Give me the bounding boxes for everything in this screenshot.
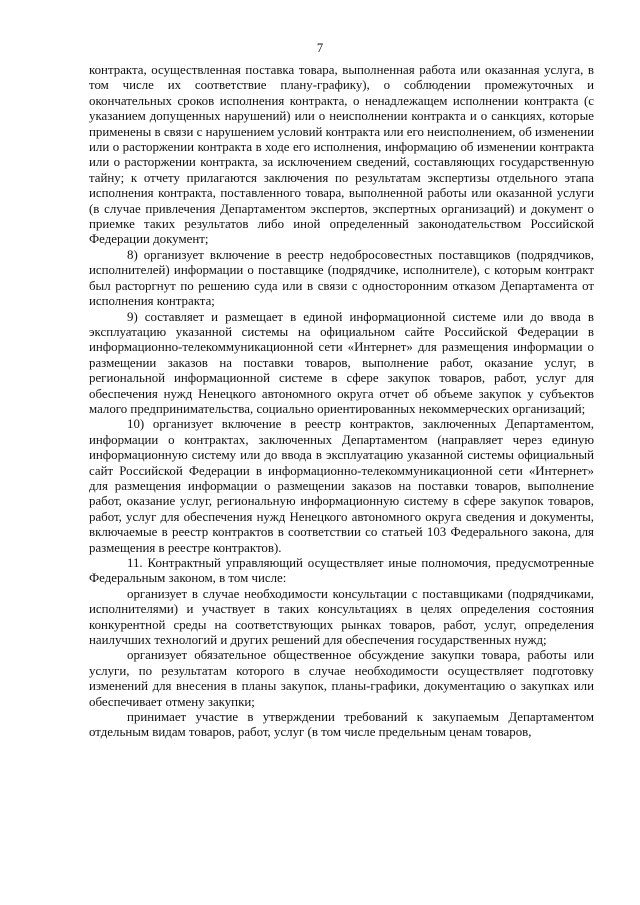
paragraph-item-8: 8) организует включение в реестр недобросовестных поставщиков (подрядчиков, исполнителей) информации о поставщике (подрядчике, исполнителе), с которым контракт был расторгнут по решению суда или в связи с односторонним отказом Департамента от исполнения контракта;: [89, 247, 594, 309]
paragraph-item-9: 9) составляет и размещает в единой информационной системе или до ввода в эксплуатацию указанной системы на официальном сайте Российской Федерации в информационно-телекоммуникационной сети «Интернет» для размещения информации о размещении заказов на поставки товаров, выполнение работ, оказание услуг, в региональной информационной системе в сфере закупок товаров, работ, услуг для обеспечения нужд Ненецкого автономного округа отчет об объеме закупок у субъектов малого предпринимательства, социально ориентированных некоммерческих организаций;: [89, 309, 594, 416]
paragraph-continuation: контракта, осуществленная поставка товара, выполненная работа или оказанная услуга, в том числе их соответствие плану-графику), о соблюдении промежуточных и окончательных сроков исполнения контракта, о ненадлежащем исполнении контракта (с указанием допущенных нарушений) или о неисполнении контракта и о санкциях, которые применены в связи с нарушением условий контракта или его неисполнением, об изменении или о расторжении контракта в ходе его исполнения, информацию об изменении контракта или о расторжении контракта, за исключением сведений, составляющих государственную тайну; к отчету прилагаются заключения по результатам экспертизы отдельного этапа исполнения контракта, поставленного товара, выполненной работы или оказанной услуги (в случае привлечения Департаментом экспертов, экспертных организаций) и документ о приемке таких результатов либо иной определенный законодательством Российской Федерации документ;: [89, 63, 594, 247]
paragraph-section-11: 11. Контрактный управляющий осуществляет иные полномочия, предусмотренные Федеральным законом, в том числе:: [89, 556, 594, 586]
paragraph-requirements: принимает участие в утверждении требований к закупаемым Департаментом отдельным видам товаров, работ, услуг (в том числе предельным ценам товаров,: [89, 710, 594, 740]
page-number: 7: [316, 41, 324, 55]
document-body: [89, 63, 594, 741]
paragraph-consultations: организует в случае необходимости консультации с поставщиками (подрядчиками, исполнителями) и участвует в таких консультациях в целях определения состояния конкурентной среды на соответствующих рынках товаров, работ, услуг, определения наилучших технологий и других решений для обеспечения государственных нужд;: [89, 586, 594, 648]
paragraph-public-discussion: организует обязательное общественное обсуждение закупки товара, работы или услуги, по результатам которого в случае необходимости осуществляет подготовку изменений для внесения в планы закупок, планы-графики, документацию о закупках или обеспечивает отмену закупки;: [89, 648, 594, 709]
paragraph-item-10: 10) организует включение в реестр контрактов, заключенных Департаментом, информации о контрактах, заключенных Департаментом (направляет через единую информационную систему или до ввода в эксплуатацию указанной системы официальный сайт Российской Федерации в информационно-телекоммуникационной сети «Интернет» для размещения информации о размещении заказов на поставки товаров, выполнение работ, оказание услуг, региональную информационную систему в сфере закупок товаров, работ, услуг для обеспечения нужд Ненецкого автономного округа сведения и документы, включаемые в реестр контрактов в соответствии со статьей 103 Федерального закона, для размещения в реестре контрактов).: [89, 417, 594, 555]
